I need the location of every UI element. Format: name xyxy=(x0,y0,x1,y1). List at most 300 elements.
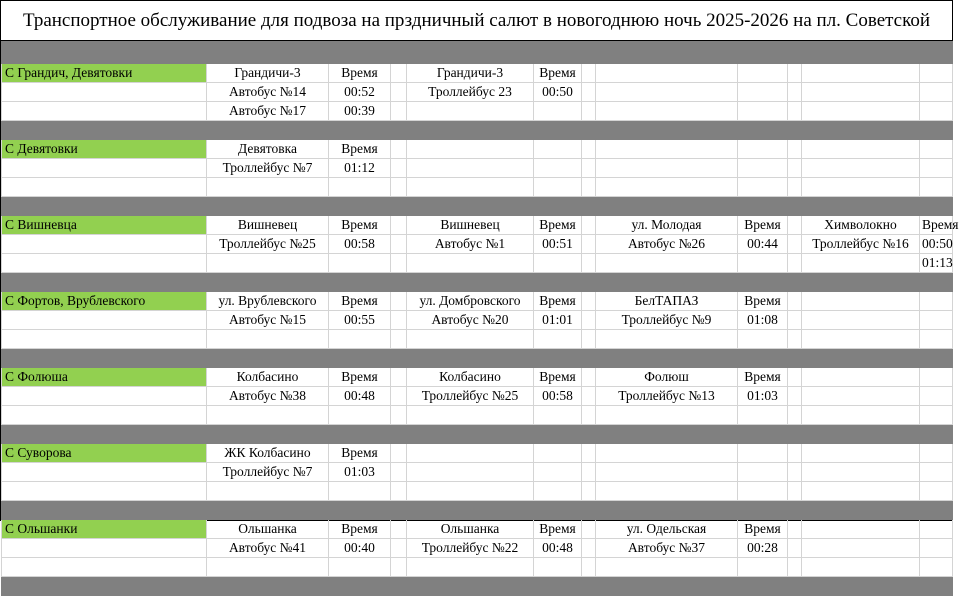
cell[interactable] xyxy=(920,83,953,102)
cell[interactable] xyxy=(582,83,596,102)
route-name[interactable]: Троллейбус №25 xyxy=(407,387,534,406)
separator-cell xyxy=(329,42,391,64)
cell[interactable] xyxy=(788,311,802,330)
route-name[interactable]: Автобус №17 xyxy=(207,102,329,121)
separator-cell xyxy=(329,577,391,596)
stop-name[interactable]: Ольшанка xyxy=(207,520,329,539)
cell[interactable] xyxy=(2,463,207,482)
cell[interactable] xyxy=(788,102,802,121)
cell[interactable] xyxy=(738,558,788,577)
stop-name[interactable]: Грандичи-3 xyxy=(407,64,534,83)
cell[interactable] xyxy=(207,330,329,349)
separator-cell xyxy=(802,501,920,520)
cell[interactable] xyxy=(802,558,920,577)
cell[interactable] xyxy=(582,444,596,463)
separator-cell xyxy=(802,42,920,64)
cell[interactable] xyxy=(920,520,953,539)
direction-label[interactable]: С Фортов, Врублевского xyxy=(2,292,207,311)
cell[interactable] xyxy=(2,159,207,178)
route-name[interactable]: Троллейбус №9 xyxy=(596,311,738,330)
cell[interactable] xyxy=(596,254,738,273)
cell[interactable] xyxy=(582,178,596,197)
cell[interactable] xyxy=(207,178,329,197)
cell[interactable] xyxy=(407,482,534,501)
cell[interactable] xyxy=(391,406,407,425)
separator-cell xyxy=(391,349,407,368)
cell[interactable] xyxy=(738,178,788,197)
separator-cell xyxy=(407,349,534,368)
stop-name[interactable]: Вишневец xyxy=(207,216,329,235)
cell[interactable] xyxy=(738,83,788,102)
cell[interactable] xyxy=(802,178,920,197)
cell[interactable] xyxy=(582,539,596,558)
route-name[interactable]: Троллейбус №25 xyxy=(207,235,329,254)
separator-cell xyxy=(802,577,920,596)
route-name[interactable]: Троллейбус №13 xyxy=(596,387,738,406)
departure-time[interactable]: 00:40 xyxy=(329,539,391,558)
direction-label[interactable]: С Грандич, Девятовки xyxy=(2,64,207,83)
cell[interactable] xyxy=(391,159,407,178)
separator-row xyxy=(2,501,953,520)
cell[interactable] xyxy=(2,387,207,406)
cell[interactable] xyxy=(920,482,953,501)
cell[interactable] xyxy=(329,254,391,273)
separator-cell xyxy=(582,273,596,292)
cell[interactable] xyxy=(802,539,920,558)
cell[interactable] xyxy=(407,406,534,425)
departure-time[interactable]: 00:44 xyxy=(738,235,788,254)
cell[interactable] xyxy=(738,463,788,482)
cell[interactable] xyxy=(391,539,407,558)
departure-time[interactable]: 00:50 xyxy=(534,83,582,102)
cell[interactable] xyxy=(391,178,407,197)
cell[interactable] xyxy=(582,463,596,482)
separator-row xyxy=(2,42,953,64)
cell[interactable] xyxy=(391,254,407,273)
separator-cell xyxy=(2,349,207,368)
cell[interactable] xyxy=(534,330,582,349)
cell[interactable] xyxy=(802,254,920,273)
route-name[interactable]: Автобус №20 xyxy=(407,311,534,330)
time-header[interactable]: Время xyxy=(738,216,788,235)
cell[interactable] xyxy=(2,102,207,121)
cell[interactable] xyxy=(802,387,920,406)
cell[interactable] xyxy=(920,368,953,387)
cell[interactable] xyxy=(329,330,391,349)
separator-cell xyxy=(596,349,738,368)
departure-time[interactable]: 01:13 xyxy=(920,254,953,273)
time-header[interactable]: Время xyxy=(738,520,788,539)
cell[interactable] xyxy=(582,406,596,425)
stop-name[interactable]: Колбасино xyxy=(207,368,329,387)
table-row xyxy=(2,292,953,311)
cell[interactable] xyxy=(582,311,596,330)
cell[interactable] xyxy=(802,159,920,178)
route-name[interactable]: Автобус №1 xyxy=(407,235,534,254)
cell[interactable] xyxy=(407,444,534,463)
cell[interactable] xyxy=(391,463,407,482)
cell[interactable] xyxy=(2,254,207,273)
cell[interactable] xyxy=(738,102,788,121)
cell[interactable] xyxy=(788,178,802,197)
cell[interactable] xyxy=(802,102,920,121)
cell[interactable] xyxy=(2,482,207,501)
cell[interactable] xyxy=(920,140,953,159)
cell[interactable] xyxy=(596,64,738,83)
table-row xyxy=(2,387,953,406)
cell[interactable] xyxy=(920,406,953,425)
cell[interactable] xyxy=(329,178,391,197)
route-name[interactable]: Автобус №26 xyxy=(596,235,738,254)
cell[interactable] xyxy=(2,406,207,425)
table-row xyxy=(2,463,953,482)
cell[interactable] xyxy=(920,539,953,558)
cell[interactable] xyxy=(802,83,920,102)
cell[interactable] xyxy=(391,235,407,254)
cell[interactable] xyxy=(788,539,802,558)
separator-cell xyxy=(391,425,407,444)
departure-time[interactable]: 01:08 xyxy=(738,311,788,330)
cell[interactable] xyxy=(802,463,920,482)
departure-time[interactable]: 00:48 xyxy=(329,387,391,406)
cell[interactable] xyxy=(2,83,207,102)
cell[interactable] xyxy=(407,463,534,482)
time-header[interactable]: Время xyxy=(329,444,391,463)
route-name[interactable]: Автобус №41 xyxy=(207,539,329,558)
cell[interactable] xyxy=(534,482,582,501)
cell[interactable] xyxy=(596,178,738,197)
cell[interactable] xyxy=(738,330,788,349)
separator-cell xyxy=(2,42,207,64)
table-row xyxy=(2,558,953,577)
cell[interactable] xyxy=(920,102,953,121)
cell[interactable] xyxy=(534,159,582,178)
cell[interactable] xyxy=(582,102,596,121)
cell[interactable] xyxy=(788,235,802,254)
cell[interactable] xyxy=(596,482,738,501)
time-header[interactable]: Время xyxy=(534,368,582,387)
cell[interactable] xyxy=(2,539,207,558)
cell[interactable] xyxy=(788,159,802,178)
table-row xyxy=(2,406,953,425)
cell[interactable] xyxy=(802,64,920,83)
cell[interactable] xyxy=(582,387,596,406)
separator-cell xyxy=(207,273,329,292)
route-name[interactable]: Троллейбус №22 xyxy=(407,539,534,558)
cell[interactable] xyxy=(534,102,582,121)
time-header[interactable]: Время xyxy=(920,216,953,235)
direction-label[interactable]: С Вишневца xyxy=(2,216,207,235)
cell[interactable] xyxy=(391,292,407,311)
cell[interactable] xyxy=(534,254,582,273)
cell[interactable] xyxy=(582,140,596,159)
route-name[interactable]: Автобус №14 xyxy=(207,83,329,102)
cell[interactable] xyxy=(582,254,596,273)
departure-time[interactable]: 00:28 xyxy=(738,539,788,558)
stop-name[interactable]: Химволокно xyxy=(802,216,920,235)
time-header[interactable]: Время xyxy=(534,292,582,311)
cell[interactable] xyxy=(391,520,407,539)
separator-cell xyxy=(920,273,953,292)
cell[interactable] xyxy=(788,558,802,577)
direction-label[interactable]: С Фолюша xyxy=(2,368,207,387)
cell[interactable] xyxy=(738,64,788,83)
cell[interactable] xyxy=(207,406,329,425)
time-header[interactable]: Время xyxy=(329,368,391,387)
separator-cell xyxy=(391,577,407,596)
cell[interactable] xyxy=(391,83,407,102)
cell[interactable] xyxy=(534,178,582,197)
cell[interactable] xyxy=(596,140,738,159)
cell[interactable] xyxy=(738,140,788,159)
cell[interactable] xyxy=(391,387,407,406)
separator-cell xyxy=(920,577,953,596)
cell[interactable] xyxy=(582,64,596,83)
cell[interactable] xyxy=(802,482,920,501)
cell[interactable] xyxy=(802,311,920,330)
cell[interactable] xyxy=(802,140,920,159)
route-name[interactable]: Троллейбус 23 xyxy=(407,83,534,102)
cell[interactable] xyxy=(596,444,738,463)
cell[interactable] xyxy=(788,64,802,83)
cell[interactable] xyxy=(788,387,802,406)
cell[interactable] xyxy=(391,102,407,121)
cell[interactable] xyxy=(920,463,953,482)
cell[interactable] xyxy=(582,368,596,387)
departure-time[interactable]: 00:39 xyxy=(329,102,391,121)
stop-name[interactable]: ул. Молодая xyxy=(596,216,738,235)
cell[interactable] xyxy=(534,463,582,482)
cell[interactable] xyxy=(391,482,407,501)
cell[interactable] xyxy=(738,406,788,425)
cell[interactable] xyxy=(582,216,596,235)
cell[interactable] xyxy=(596,463,738,482)
departure-time[interactable]: 01:01 xyxy=(534,311,582,330)
cell[interactable] xyxy=(407,102,534,121)
cell[interactable] xyxy=(920,387,953,406)
route-name[interactable]: Троллейбус №16 xyxy=(802,235,920,254)
stop-name[interactable]: БелТАПАЗ xyxy=(596,292,738,311)
cell[interactable] xyxy=(802,520,920,539)
cell[interactable] xyxy=(738,444,788,463)
time-header[interactable]: Время xyxy=(534,64,582,83)
separator-cell xyxy=(329,501,391,520)
cell[interactable] xyxy=(407,159,534,178)
cell[interactable] xyxy=(407,140,534,159)
cell[interactable] xyxy=(582,520,596,539)
cell[interactable] xyxy=(207,254,329,273)
separator-cell xyxy=(802,273,920,292)
cell[interactable] xyxy=(582,330,596,349)
separator-cell xyxy=(2,121,207,140)
time-header[interactable]: Время xyxy=(329,64,391,83)
cell[interactable] xyxy=(788,444,802,463)
separator-cell xyxy=(407,197,534,216)
cell[interactable] xyxy=(2,558,207,577)
separator-cell xyxy=(582,42,596,64)
separator-cell xyxy=(391,121,407,140)
cell[interactable] xyxy=(788,254,802,273)
cell[interactable] xyxy=(534,444,582,463)
cell[interactable] xyxy=(582,482,596,501)
time-header[interactable]: Время xyxy=(329,216,391,235)
cell[interactable] xyxy=(407,178,534,197)
cell[interactable] xyxy=(788,140,802,159)
separator-cell xyxy=(738,349,788,368)
cell[interactable] xyxy=(802,368,920,387)
cell[interactable] xyxy=(329,406,391,425)
cell[interactable] xyxy=(788,216,802,235)
departure-time[interactable]: 00:55 xyxy=(329,311,391,330)
cell[interactable] xyxy=(738,254,788,273)
cell[interactable] xyxy=(2,311,207,330)
cell[interactable] xyxy=(391,330,407,349)
time-header[interactable]: Время xyxy=(329,520,391,539)
cell[interactable] xyxy=(407,254,534,273)
cell[interactable] xyxy=(329,482,391,501)
separator-cell xyxy=(596,121,738,140)
cell[interactable] xyxy=(329,558,391,577)
table-row xyxy=(2,254,953,273)
cell[interactable] xyxy=(920,311,953,330)
cell[interactable] xyxy=(391,140,407,159)
separator-cell xyxy=(207,42,329,64)
cell[interactable] xyxy=(2,330,207,349)
cell[interactable] xyxy=(920,159,953,178)
cell[interactable] xyxy=(534,558,582,577)
cell[interactable] xyxy=(596,102,738,121)
cell[interactable] xyxy=(920,292,953,311)
cell[interactable] xyxy=(920,444,953,463)
cell[interactable] xyxy=(207,558,329,577)
cell[interactable] xyxy=(534,406,582,425)
stop-name[interactable]: ул. Врублевского xyxy=(207,292,329,311)
cell[interactable] xyxy=(391,64,407,83)
separator-cell xyxy=(596,425,738,444)
separator-cell xyxy=(596,273,738,292)
departure-time[interactable]: 00:58 xyxy=(329,235,391,254)
separator-cell xyxy=(582,501,596,520)
cell[interactable] xyxy=(920,330,953,349)
departure-time[interactable]: 00:51 xyxy=(534,235,582,254)
stop-name[interactable]: Вишневец xyxy=(407,216,534,235)
time-header[interactable]: Время xyxy=(534,216,582,235)
departure-time[interactable]: 00:52 xyxy=(329,83,391,102)
separator-cell xyxy=(391,42,407,64)
departure-time[interactable]: 01:03 xyxy=(329,463,391,482)
cell[interactable] xyxy=(738,482,788,501)
cell[interactable] xyxy=(596,83,738,102)
cell[interactable] xyxy=(534,140,582,159)
cell[interactable] xyxy=(596,558,738,577)
departure-time[interactable]: 00:50 xyxy=(920,235,953,254)
separator-cell xyxy=(920,197,953,216)
separator-cell xyxy=(329,197,391,216)
departure-time[interactable]: 01:03 xyxy=(738,387,788,406)
stop-name[interactable]: ЖК Колбасино xyxy=(207,444,329,463)
cell[interactable] xyxy=(802,406,920,425)
cell[interactable] xyxy=(582,235,596,254)
stop-name[interactable]: Колбасино xyxy=(407,368,534,387)
direction-label[interactable]: С Ольшанки xyxy=(2,520,207,539)
separator-cell xyxy=(2,577,207,596)
cell[interactable] xyxy=(788,292,802,311)
cell[interactable] xyxy=(582,159,596,178)
stop-name[interactable]: Ольшанка xyxy=(407,520,534,539)
schedule-table xyxy=(1,41,959,596)
time-header[interactable]: Время xyxy=(329,140,391,159)
cell[interactable] xyxy=(596,330,738,349)
cell[interactable] xyxy=(391,368,407,387)
time-header[interactable]: Время xyxy=(738,292,788,311)
cell[interactable] xyxy=(788,482,802,501)
cell[interactable] xyxy=(407,330,534,349)
direction-label[interactable]: С Девятовки xyxy=(2,140,207,159)
cell[interactable] xyxy=(391,311,407,330)
time-header[interactable]: Время xyxy=(738,368,788,387)
cell[interactable] xyxy=(2,235,207,254)
cell[interactable] xyxy=(802,444,920,463)
separator-cell xyxy=(596,577,738,596)
cell[interactable] xyxy=(920,178,953,197)
separator-cell xyxy=(329,425,391,444)
cell[interactable] xyxy=(391,216,407,235)
separator-cell xyxy=(534,349,582,368)
cell[interactable] xyxy=(738,159,788,178)
departure-time[interactable]: 00:48 xyxy=(534,539,582,558)
stop-name[interactable]: ул. Одельская xyxy=(596,520,738,539)
cell[interactable] xyxy=(788,463,802,482)
cell[interactable] xyxy=(391,444,407,463)
cell[interactable] xyxy=(2,178,207,197)
separator-cell xyxy=(207,501,329,520)
table-row xyxy=(2,311,953,330)
route-name[interactable]: Троллейбус №7 xyxy=(207,159,329,178)
direction-label[interactable]: С Суворова xyxy=(2,444,207,463)
departure-time[interactable]: 00:58 xyxy=(534,387,582,406)
cell[interactable] xyxy=(802,292,920,311)
cell[interactable] xyxy=(407,558,534,577)
cell[interactable] xyxy=(788,406,802,425)
stop-name[interactable]: Грандичи-3 xyxy=(207,64,329,83)
time-header[interactable]: Время xyxy=(534,520,582,539)
cell[interactable] xyxy=(207,482,329,501)
cell[interactable] xyxy=(788,83,802,102)
cell[interactable] xyxy=(788,368,802,387)
stop-name[interactable]: Фолюш xyxy=(596,368,738,387)
departure-time[interactable]: 01:12 xyxy=(329,159,391,178)
cell[interactable] xyxy=(391,558,407,577)
cell[interactable] xyxy=(596,159,738,178)
stop-name[interactable]: Девятовка xyxy=(207,140,329,159)
cell[interactable] xyxy=(582,292,596,311)
cell[interactable] xyxy=(788,330,802,349)
route-name[interactable]: Автобус №37 xyxy=(596,539,738,558)
cell[interactable] xyxy=(920,64,953,83)
time-header[interactable]: Время xyxy=(329,292,391,311)
route-name[interactable]: Автобус №38 xyxy=(207,387,329,406)
cell[interactable] xyxy=(802,330,920,349)
table-row xyxy=(2,140,953,159)
cell[interactable] xyxy=(788,520,802,539)
cell[interactable] xyxy=(920,558,953,577)
route-name[interactable]: Автобус №15 xyxy=(207,311,329,330)
table-row xyxy=(2,64,953,83)
cell[interactable] xyxy=(596,406,738,425)
route-name[interactable]: Троллейбус №7 xyxy=(207,463,329,482)
cell[interactable] xyxy=(582,558,596,577)
stop-name[interactable]: ул. Домбровского xyxy=(407,292,534,311)
